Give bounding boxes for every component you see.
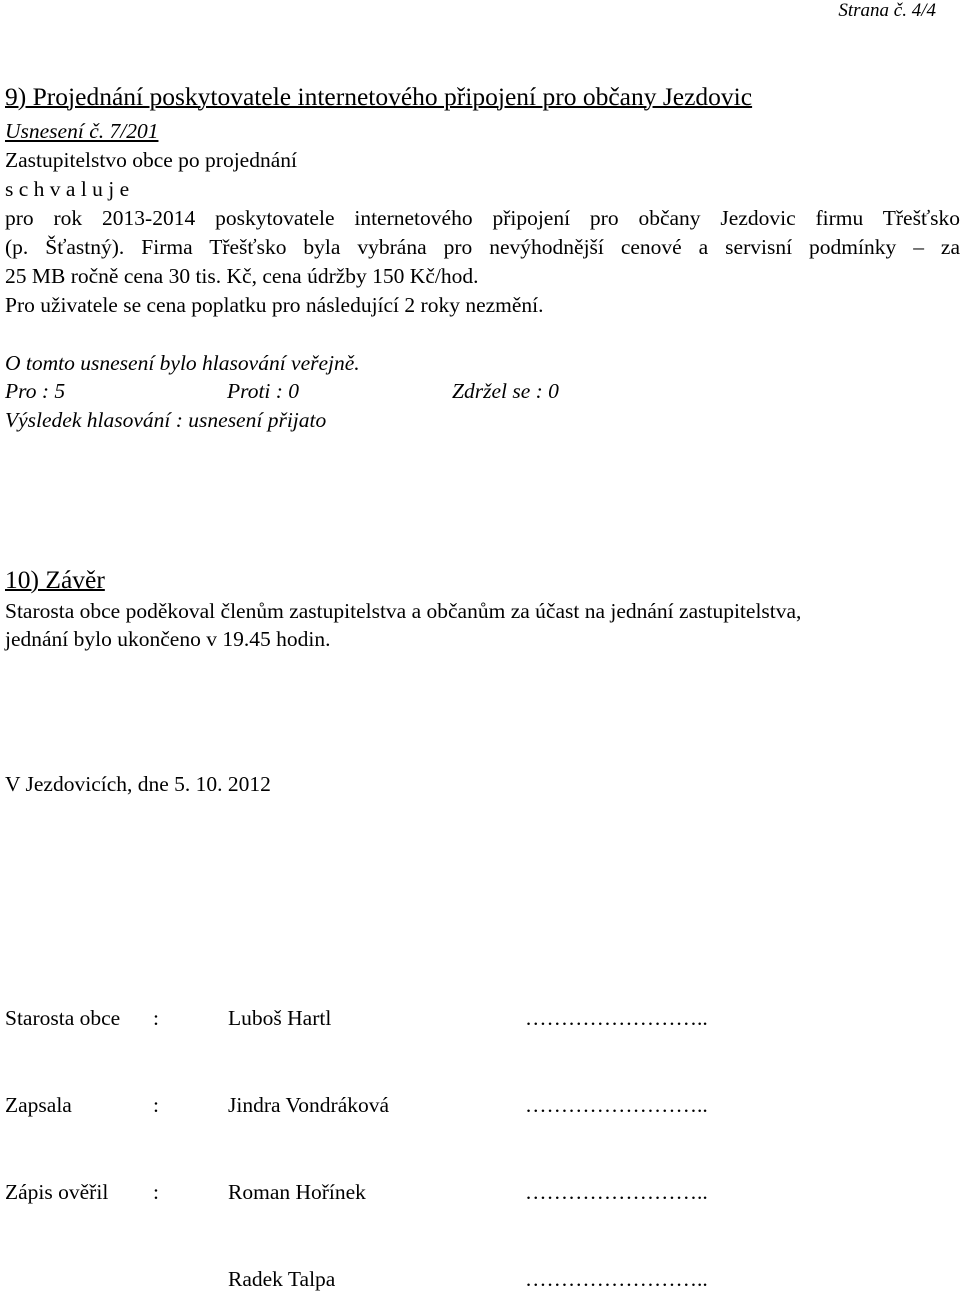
resolution-text-line-2: (p. Šťastný). Firma Třešťsko byla vybrána pro nevýhodnější cenové a servisní podmínky – za — [5, 235, 960, 259]
section-10-heading: 10) Závěr — [5, 565, 105, 594]
place-date: V Jezdovicích, dne 5. 10. 2012 — [5, 772, 271, 796]
resolution-text-line-3: 25 MB ročně cena 30 tis. Kč, cena údržby 150 Kč/hod. — [5, 264, 479, 288]
section-9-heading: 9) Projednání poskytovatele internetového připojení pro občany Jezdovic — [5, 82, 753, 111]
signature-colon: : — [153, 1006, 159, 1030]
signature-line: …………………….. — [525, 1006, 708, 1030]
signature-name: Jindra Vondráková — [228, 1093, 390, 1117]
page-number: Strana č. 4/4 — [838, 0, 936, 21]
vote-note: O tomto usnesení bylo hlasování veřejně. — [5, 351, 360, 375]
signature-colon: : — [153, 1180, 159, 1204]
conclusion-text-line-2: jednání bylo ukončeno v 19.45 hodin. — [5, 627, 331, 651]
signature-colon: : — [153, 1093, 159, 1117]
signature-role: Zápis ověřil — [5, 1180, 109, 1204]
signature-line: …………………….. — [525, 1267, 708, 1291]
resolution-approves: s c h v a l u j e — [5, 177, 130, 201]
resolution-number: Usnesení č. 7/201 — [5, 119, 159, 143]
vote-result: Výsledek hlasování : usnesení přijato — [5, 408, 327, 432]
vote-for: Pro : 5 — [5, 379, 66, 403]
resolution-text-line-4: Pro uživatele se cena poplatku pro následující 2 roky nezmění. — [5, 293, 544, 317]
signature-name: Luboš Hartl — [228, 1006, 332, 1030]
conclusion-text-line-1: Starosta obce poděkoval členům zastupitelstva a občanům za účast na jednání zastupitelstva, — [5, 599, 802, 623]
resolution-intro: Zastupitelstvo obce po projednání — [5, 148, 297, 172]
signature-name: Radek Talpa — [228, 1267, 336, 1291]
signature-line: …………………….. — [525, 1180, 708, 1204]
signature-line: …………………….. — [525, 1093, 708, 1117]
signature-role: Zapsala — [5, 1093, 72, 1117]
vote-abstain: Zdržel se : 0 — [452, 379, 559, 403]
signature-name: Roman Hořínek — [228, 1180, 366, 1204]
resolution-text-line-1: pro rok 2013-2014 poskytovatele internetového připojení pro občany Jezdovic firmu Třešťsko — [5, 206, 960, 230]
signature-role: Starosta obce — [5, 1006, 121, 1030]
vote-against: Proti : 0 — [227, 379, 300, 403]
